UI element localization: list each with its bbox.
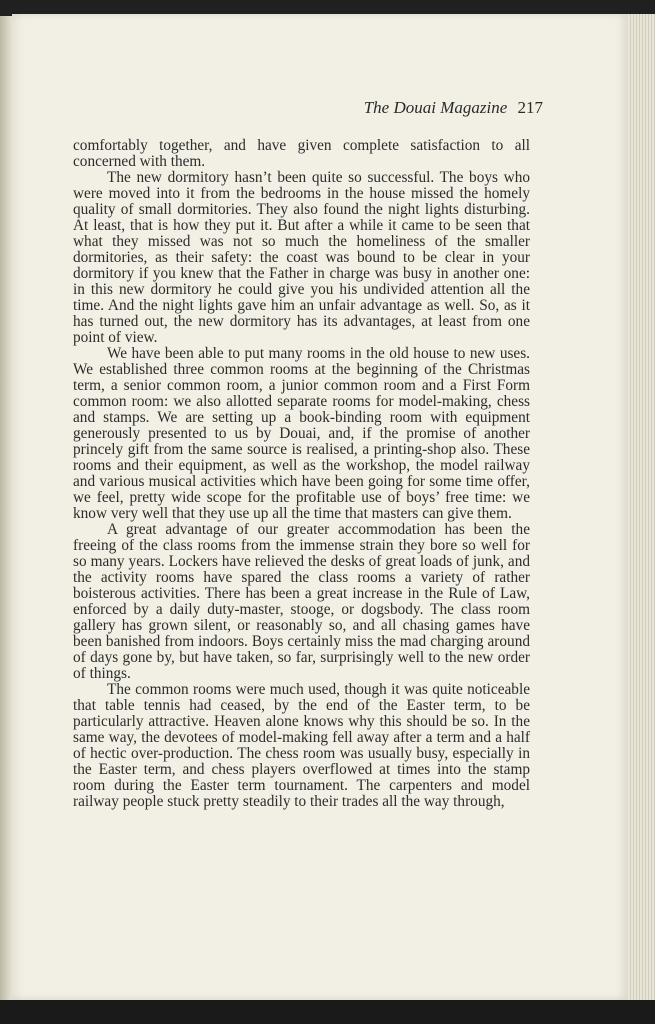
running-header bbox=[364, 98, 543, 118]
bottom-binding bbox=[0, 1000, 655, 1024]
page-number: 217 bbox=[517, 98, 543, 117]
body-text bbox=[73, 138, 530, 810]
page-fore-edge bbox=[628, 14, 655, 1000]
paragraph-rooms: We have been able to put many rooms in the old house to new uses. We established three common rooms at the beginning of the Christmas term, a senior common room, a junior common room and a First Form common room: we also allotted separate rooms for model-making, chess and stamps. We are setting up a book-binding room with equipment generously presented to us by Douai, and, if the promise of another princely gift from the same source is realised, a printing-shop also. These rooms and their equipment, as well as the workshop, the model railway and various musical activities which have been going for some time offer, we feel, pretty wide scope for the profitable use of boys’ free time: we know very well that they use up all the time that masters can give them. bbox=[73, 345, 530, 522]
paragraph-common-rooms: The common rooms were much used, though it was quite noticeable that table tennis had ceased, by the end of the Easter term, to be particularly attractive. Heaven alone knows why this should be so. In the same way, the devotees of model-making fell away after a term and a half of hectic over-production. The chess room was usually busy, especially in the Easter term, and chess players overflowed at times into the stamp room during the Easter term tournament. The carpenters and model railway people stuck pretty steadily to their trades all the way through, bbox=[73, 681, 530, 810]
paragraph-class-rooms: A great advantage of our greater accommodation has been the freeing of the class rooms from the immense strain they bore so well for so many years. Lockers have relieved the desks of great loads of junk, and the activity rooms have spared the class rooms a variety of rather boisterous activities. There has been a great increase in the Rule of Law, enforced by a daily duty-master, stooge, or dogsbody. The class room gallery has grown silent, or reasonably so, and all chasing games have been banished from indoors. Boys certainly miss the mad charging around of days gone by, but have taken, so far, surprisingly well to the new order of things. bbox=[73, 521, 530, 682]
left-page-edge bbox=[0, 16, 12, 1000]
paragraph-continued: comfortably together, and have given complete satisfaction to all concerned with them. bbox=[73, 137, 530, 170]
magazine-title: The Douai Magazine bbox=[363, 98, 508, 117]
paragraph-dormitory: The new dormitory hasn’t been quite so successful. The boys who were moved into it from the bedrooms in the house missed the homely quality of small dormitories. They also found the night lights disturbing. At least, that is how they put it. But after a while it came to be seen that what they missed was not so much the homeliness of the smaller dormitories, as their safety: the coast was bound to be clear in your dormitory if you knew that the Father in charge was busy in another one: in this new dormitory he could give you his undivided attention all the time. And the night lights gave him an unfair advantage as well. So, as it has turned out, the new dormitory has its advantages, at least from one point of view. bbox=[73, 169, 530, 346]
